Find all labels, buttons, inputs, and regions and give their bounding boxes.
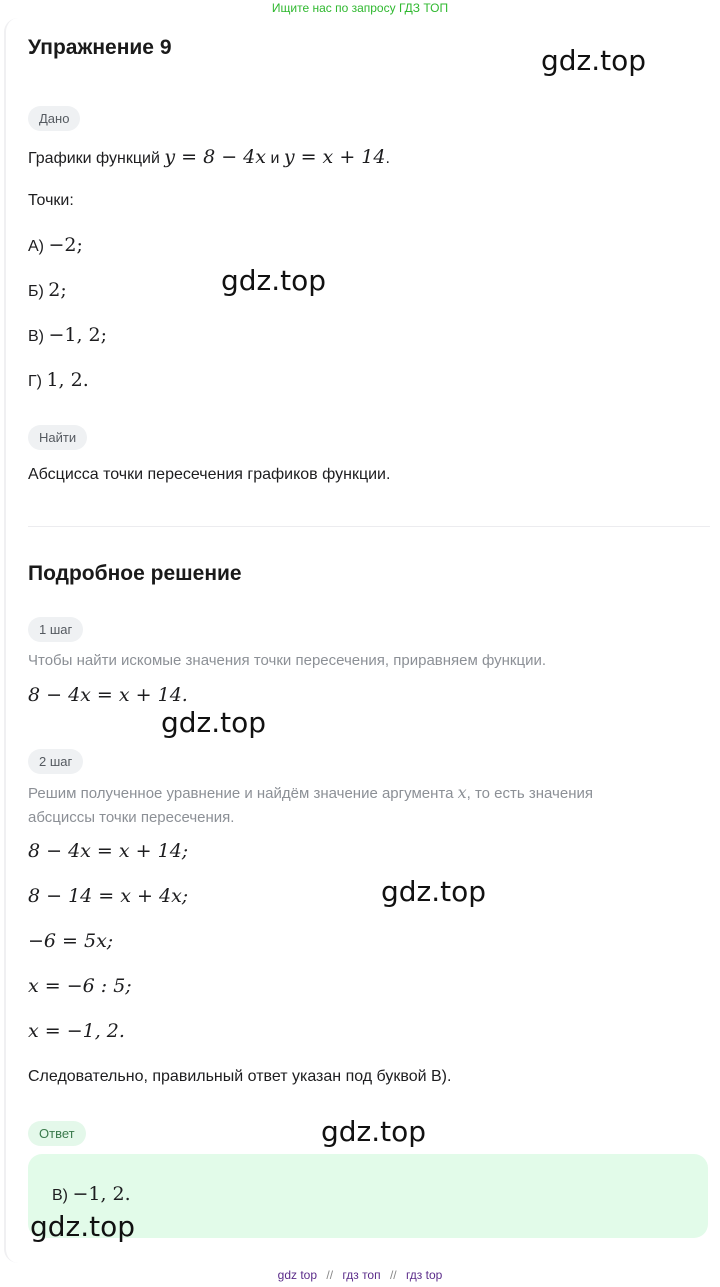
given-label: Дано (28, 106, 80, 131)
equation-5: x = −1, 2. (28, 1020, 125, 1042)
answer-option-label: В) (52, 1187, 68, 1204)
option-label: А) (28, 238, 44, 255)
footer-links (0, 1268, 720, 1282)
answer-number: −1, 2. (72, 1183, 131, 1205)
footer-link-2[interactable]: гдз топ (342, 1268, 381, 1282)
option-label: Б) (28, 283, 44, 300)
step2-text (28, 781, 688, 830)
step2-text-line2: абсциссы точки пересечения. (28, 809, 235, 826)
watermark-2: gdz.top (221, 264, 327, 297)
step2-label: 2 шаг (28, 749, 83, 774)
step1-badge (28, 617, 83, 642)
option-label: В) (28, 328, 44, 345)
given-prefix: Графики функций (28, 150, 160, 167)
find-text: Абсцисса точки пересечения графиков функции. (28, 466, 391, 483)
watermark-4: gdz.top (381, 875, 487, 908)
step1-text: Чтобы найти искомые значения точки пересечения, приравняем функции. (28, 652, 547, 669)
option-d (28, 369, 89, 391)
step2-text-a: Решим полученное уравнение и найдём значение аргумента (28, 785, 454, 802)
watermark-3: gdz.top (161, 706, 267, 739)
option-value: 1, 2. (46, 369, 89, 391)
step2-badge (28, 749, 83, 774)
conclusion-text: Следовательно, правильный ответ указан под буквой В). (28, 1068, 452, 1085)
function-2: y = x + 14 (283, 146, 386, 168)
answer-value (52, 1183, 131, 1205)
find-label: Найти (28, 425, 87, 450)
points-label: Точки: (28, 192, 74, 209)
option-c (28, 324, 107, 346)
option-b (28, 279, 67, 301)
function-1: y = 8 − 4x (164, 146, 266, 168)
watermark-1: gdz.top (541, 44, 647, 77)
step2-text-b: , то есть значения (466, 785, 593, 802)
step1-equation: 8 − 4x = x + 14. (28, 684, 188, 706)
footer-separator: // (389, 1268, 397, 1282)
given-dot: . (385, 150, 390, 167)
equation-3: −6 = 5x; (28, 930, 114, 952)
equation-1: 8 − 4x = x + 14; (28, 840, 189, 862)
section-divider (28, 526, 710, 527)
equation-2: 8 − 14 = x + 4x; (28, 885, 189, 907)
answer-label: Ответ (28, 1121, 86, 1146)
equation-4: x = −6 : 5; (28, 975, 132, 997)
option-value: −1, 2; (48, 324, 108, 346)
footer-link-3[interactable]: гдз top (405, 1268, 443, 1282)
top-banner[interactable]: Ищите нас по запросу ГДЗ ТОП (271, 1, 449, 15)
given-conj: и (270, 150, 280, 167)
watermark-5: gdz.top (321, 1115, 427, 1148)
answer-badge (28, 1121, 86, 1146)
given-functions (28, 145, 390, 171)
solution-title: Подробное решение (28, 562, 242, 585)
given-badge (28, 106, 80, 131)
option-label: Г) (28, 373, 42, 390)
option-value: −2; (48, 234, 83, 256)
find-badge (28, 425, 87, 450)
option-a (28, 234, 83, 256)
footer-separator: // (326, 1268, 334, 1282)
footer-link-1[interactable]: gdz top (277, 1268, 318, 1282)
option-value: 2; (48, 279, 67, 301)
step2-variable: x (457, 783, 467, 802)
watermark-6: gdz.top (30, 1210, 136, 1243)
page-title: Упражнение 9 (28, 36, 172, 59)
step1-label: 1 шаг (28, 617, 83, 642)
